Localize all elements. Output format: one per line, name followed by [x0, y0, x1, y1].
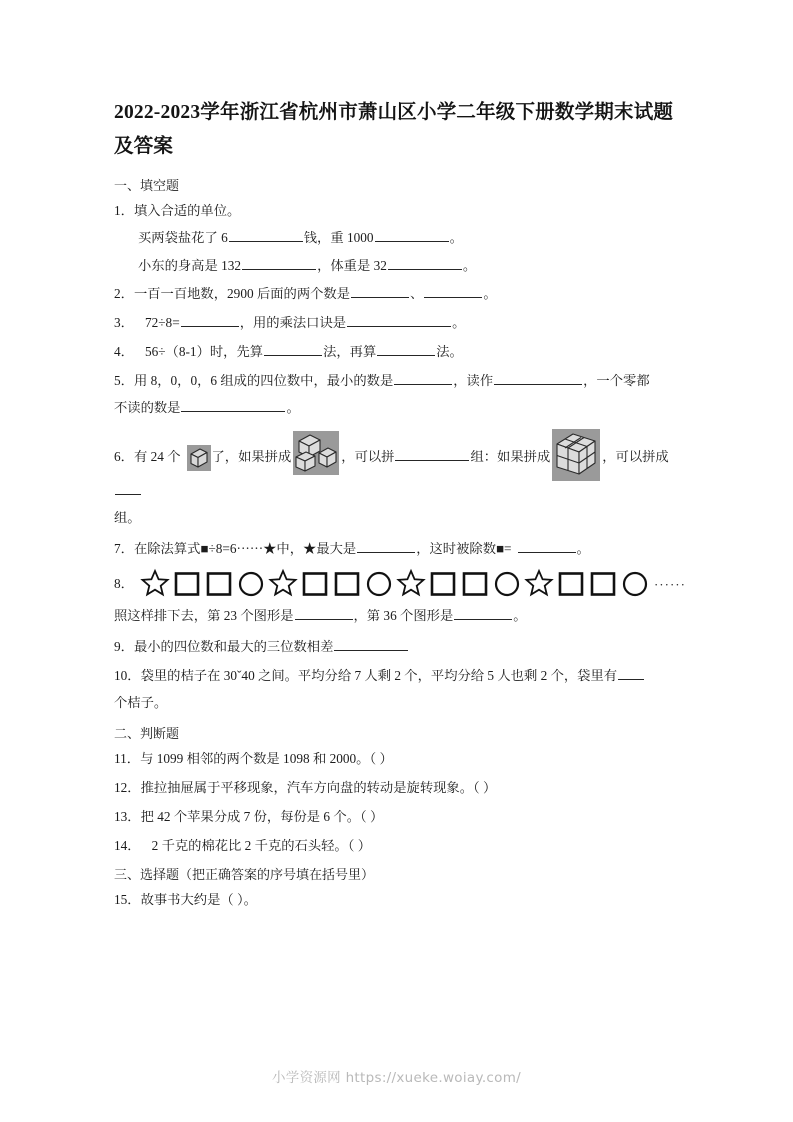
- question-5-number: 5．: [114, 373, 134, 388]
- q6-text-6: 组。: [114, 510, 141, 525]
- question-14-text[interactable]: 2 千克的棉花比 2 千克的石头轻。（ ）: [151, 838, 371, 853]
- question-10-number: 10．: [114, 668, 141, 683]
- q2-blank-1[interactable]: [351, 284, 409, 298]
- q6-text-5: ，可以拼成: [602, 449, 669, 464]
- question-14-number: 14．: [114, 838, 141, 853]
- q2-text-1: 一百一百地数，2900 后面的两个数是: [133, 286, 351, 301]
- q2-text-2: 、: [410, 286, 424, 301]
- question-12: [114, 778, 680, 798]
- q1b-text-2: ，体重是 32: [317, 258, 387, 273]
- q8-blank-2[interactable]: [454, 606, 512, 620]
- question-1-line-b: [114, 256, 680, 276]
- section-heading-true-false: 二、判断题: [114, 726, 180, 741]
- question-10-cont: [114, 693, 680, 713]
- q7-blank-1[interactable]: [357, 539, 415, 553]
- question-4-number: 4．: [114, 344, 134, 359]
- q6-text-1: 有 24 个: [133, 449, 181, 464]
- question-8-pattern: [114, 568, 686, 598]
- q5-text-3: ，一个零都: [583, 373, 650, 388]
- question-5: [114, 371, 680, 391]
- page-title: 2022-2023学年浙江省杭州市萧山区小学二年级下册数学期末试题及答案: [114, 102, 674, 157]
- circle-shape-3: [492, 568, 522, 598]
- q1b-blank-1[interactable]: [242, 256, 316, 270]
- question-12-number: 12．: [114, 780, 141, 795]
- q5-blank-3[interactable]: [181, 398, 285, 412]
- q4-text-1: 56÷（8-1）时，先算: [144, 344, 264, 359]
- q3-blank-1[interactable]: [181, 313, 239, 327]
- q1a-blank-2[interactable]: [375, 228, 449, 242]
- q3-text-1: 72÷8=: [144, 315, 180, 330]
- question-2-number: 2．: [114, 286, 134, 301]
- q7-text-2: ，这时被除数■=: [416, 541, 512, 556]
- question-3: [114, 313, 680, 333]
- q4-text-2: 法，再算: [323, 344, 377, 359]
- circle-shape-2: [364, 568, 394, 598]
- q10-text-2: 个桔子。: [114, 695, 168, 710]
- square-shape-8: [588, 568, 618, 598]
- section-heading-fill-in: 一、填空题: [114, 178, 180, 193]
- star-shape-3: [396, 568, 426, 598]
- q8-text-3: 。: [513, 608, 527, 623]
- question-2: [114, 284, 680, 304]
- question-8-number: 8．: [114, 576, 134, 591]
- q10-text-1: 袋里的桔子在 30ˇ40 之间。平均分给 7 人剩 2 个，平均分给 5 人也剩 2 个，袋里有: [140, 668, 618, 683]
- question-7-number: 7．: [114, 541, 134, 556]
- question-14: [114, 836, 680, 856]
- q5-text-2: ，读作: [453, 373, 494, 388]
- q8-text-1: 照这样排下去，第 23 个图形是: [114, 608, 294, 623]
- q5-text-4: 不读的数是: [114, 400, 181, 415]
- question-15-text[interactable]: 故事书大约是（ ）。: [140, 892, 257, 907]
- square-shape-6: [460, 568, 490, 598]
- q9-text-1: 最小的四位数和最大的三位数相差: [133, 639, 334, 654]
- eight-cube-block-icon: [552, 429, 600, 481]
- q6-blank-1[interactable]: [395, 447, 469, 461]
- square-shape-4: [332, 568, 362, 598]
- q1a-text-2: 钱，重 1000: [303, 230, 374, 245]
- star-shape-2: [268, 568, 298, 598]
- circle-shape-4: [620, 568, 650, 598]
- star-shape-4: [524, 568, 554, 598]
- section-heading-multiple-choice: 三、选择题（把正确答案的序号填在括号里）: [114, 867, 375, 882]
- question-7: [114, 539, 680, 559]
- q9-blank-1[interactable]: [334, 637, 408, 651]
- question-6-cont: [114, 508, 680, 528]
- question-15: [114, 890, 680, 910]
- q5-blank-2[interactable]: [494, 371, 582, 385]
- q7-text-3: 。: [576, 541, 590, 556]
- q3-text-2: ，用的乘法口诀是: [239, 315, 347, 330]
- q8-text-2: ，第 36 个图形是: [353, 608, 454, 623]
- q3-blank-2[interactable]: [347, 313, 451, 327]
- circle-shape-1: [236, 568, 266, 598]
- q4-blank-2[interactable]: [377, 342, 435, 356]
- q6-text-2: 了，如果拼成: [211, 449, 292, 464]
- page-content: [114, 96, 686, 919]
- q8-blank-1[interactable]: [295, 606, 353, 620]
- q6-text-4: 组：如果拼成: [470, 449, 551, 464]
- question-5-cont: [114, 398, 680, 418]
- q2-blank-2[interactable]: [424, 284, 482, 298]
- q1b-text-3: 。: [462, 258, 477, 273]
- question-6: [114, 429, 680, 501]
- question-11: [114, 749, 680, 769]
- q5-text-5: 。: [286, 400, 300, 415]
- question-1: [114, 201, 680, 221]
- question-9: [114, 637, 680, 657]
- q4-blank-1[interactable]: [264, 342, 322, 356]
- question-1-line-a: [114, 228, 680, 248]
- question-13-number: 13．: [114, 809, 141, 824]
- q6-blank-2[interactable]: [115, 481, 141, 495]
- question-15-number: 15．: [114, 892, 141, 907]
- square-shape-2: [204, 568, 234, 598]
- three-cube-group-icon: [293, 431, 339, 475]
- pattern-ellipsis: ······: [653, 577, 686, 592]
- question-8-followup: [114, 606, 680, 626]
- q1a-blank-1[interactable]: [229, 228, 303, 242]
- q7-blank-2[interactable]: [518, 539, 576, 553]
- q1b-blank-2[interactable]: [388, 256, 462, 270]
- q1b-text-1: 小东的身高是 132: [138, 258, 242, 273]
- question-13: [114, 807, 680, 827]
- q5-blank-1[interactable]: [394, 371, 452, 385]
- question-11-number: 11．: [114, 751, 141, 766]
- q7-text-1: 在除法算式■÷8=6······★中，★最大是: [133, 541, 357, 556]
- question-4: [114, 342, 680, 362]
- q1a-text-1: 买两袋盐花了 6: [138, 230, 228, 245]
- question-1-text: 填入合适的单位。: [133, 203, 241, 218]
- square-shape-7: [556, 568, 586, 598]
- question-11-text[interactable]: 与 1099 相邻的两个数是 1098 和 2000。（ ）: [140, 751, 393, 766]
- q1a-text-3: 。: [449, 230, 463, 245]
- star-shape-1: [140, 568, 170, 598]
- question-12-text[interactable]: 推拉抽屉属于平移现象，汽车方向盘的转动是旋转现象。（ ）: [140, 780, 497, 795]
- q2-text-3: 。: [483, 286, 497, 301]
- question-6-number: 6．: [114, 449, 134, 464]
- q6-text-3: ，可以拼: [341, 449, 395, 464]
- q5-text-1: 用 8，0，0，6 组成的四位数中，最小的数是: [133, 373, 394, 388]
- question-3-number: 3．: [114, 315, 134, 330]
- footer-watermark: 小学资源网 https://xueke.woiay.com/: [271, 1070, 522, 1086]
- square-shape-1: [172, 568, 202, 598]
- question-1-number: 1．: [114, 203, 134, 218]
- question-10: [114, 666, 680, 686]
- q4-text-3: 法。: [436, 344, 463, 359]
- question-13-text[interactable]: 把 42 个苹果分成 7 份，每份是 6 个。（ ）: [140, 809, 384, 824]
- square-shape-3: [300, 568, 330, 598]
- single-cube-icon: [187, 445, 211, 471]
- square-shape-5: [428, 568, 458, 598]
- question-9-number: 9．: [114, 639, 134, 654]
- q10-blank-1[interactable]: [618, 666, 644, 680]
- q3-text-3: 。: [452, 315, 466, 330]
